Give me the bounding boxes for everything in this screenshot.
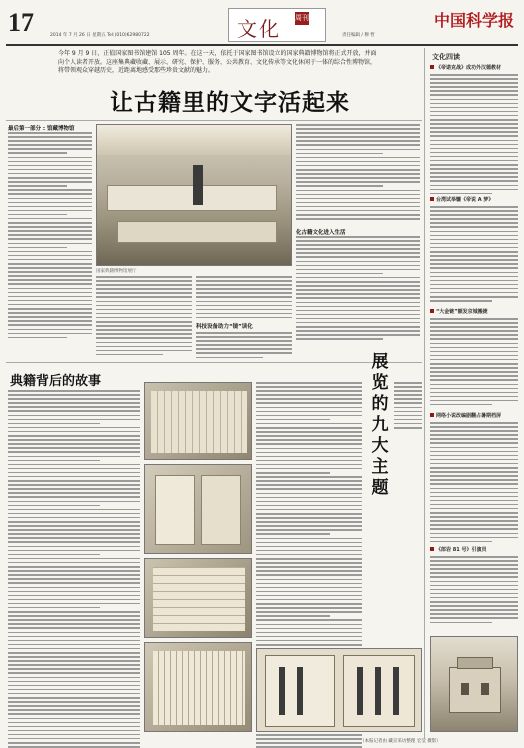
lead-paragraph: 今年 9 月 9 日，正值国家图书馆建馆 105 周年。在这一天，依托于国家图书馆设立的国家典籍博物馆将正式开放，并面向个人读者开放。这座集典藏收藏、展示、研究、保护、服务、公共教育、文化传承等文化休闲于一体的综合性博物馆，将带领观众穿越历史，近距离地感受那些珍贵文献的魅力。 <box>58 50 377 74</box>
stories-text <box>8 390 140 748</box>
sidebar-item-1-text <box>430 74 518 197</box>
vertical-title-nine-themes: 展 览 的 九 大 主 题 <box>371 352 389 498</box>
sidebar-item-3-text <box>430 318 518 408</box>
section-rule <box>6 362 422 363</box>
sidebar-divider <box>424 48 425 738</box>
editor-line: 责任编辑 / 穆 哲 <box>342 33 375 38</box>
sidebar-item-5-text <box>430 556 518 626</box>
themes-side-text <box>394 382 422 431</box>
calligraphy-photo <box>256 648 422 732</box>
left-subhead: 最后第一部分 : 馆藏博物馆 <box>8 126 75 132</box>
footer-credit: （本报记者由 藏京采访整理 宏莹 摄影） <box>360 739 441 744</box>
sidebar-item-2-text <box>430 206 518 304</box>
mid-subhead-a: 化古籍文化进入生活 <box>296 230 346 236</box>
left-column-text <box>8 132 92 341</box>
right-column-text-2 <box>296 236 420 342</box>
page-number: 17 <box>8 8 34 37</box>
ancient-books-photo-2 <box>144 464 252 554</box>
newspaper-brand: 中国科学报 <box>433 11 514 30</box>
section-subtitle: 周刊 <box>295 12 309 25</box>
ancient-books-photo-1 <box>144 382 252 460</box>
sidebar-item-4-heading: 网络小说改编剧翻占暑期档屏 <box>430 412 501 419</box>
sidebar-item-5-heading: 《郎岩 81 号》引演员 <box>430 546 486 553</box>
headline-rule <box>6 120 422 121</box>
mid-column-text-b <box>196 276 292 321</box>
masthead <box>6 6 518 46</box>
building-photo <box>430 636 518 732</box>
right-column-text <box>296 124 420 222</box>
section-banner <box>228 8 326 42</box>
headline: 让古籍里的文字活起来 <box>110 89 350 116</box>
section-title: 文化 <box>237 17 281 41</box>
sidebar-item-2-heading: 台湾试举镰《帝说 A 梦》 <box>430 196 493 203</box>
sidebar-item-3-heading: “大金链”额发京城搬捷 <box>430 308 488 315</box>
mid-column-text-a <box>96 276 192 358</box>
section-subhead-stories: 典籍背后的故事 <box>10 374 102 389</box>
hall-photo-caption: 国家典籍博物馆展厅 <box>96 269 137 274</box>
sidebar-title: 文化四读 <box>432 53 460 61</box>
ancient-books-photo-4 <box>144 642 252 732</box>
exhibition-hall-photo <box>96 124 292 266</box>
sidebar-item-4-text <box>430 422 518 545</box>
ancient-books-photo-3 <box>144 558 252 638</box>
sidebar-item-1-heading: 《帝诺克战》成功外汉德教材 <box>430 64 501 71</box>
date-line: 2014 年 7 月 26 日 星期五 Tel:(010)62980722 <box>50 33 150 38</box>
mid-column-text-c <box>196 332 292 361</box>
mid-subhead-b: 科技设备助力“镜”读化 <box>196 324 253 330</box>
